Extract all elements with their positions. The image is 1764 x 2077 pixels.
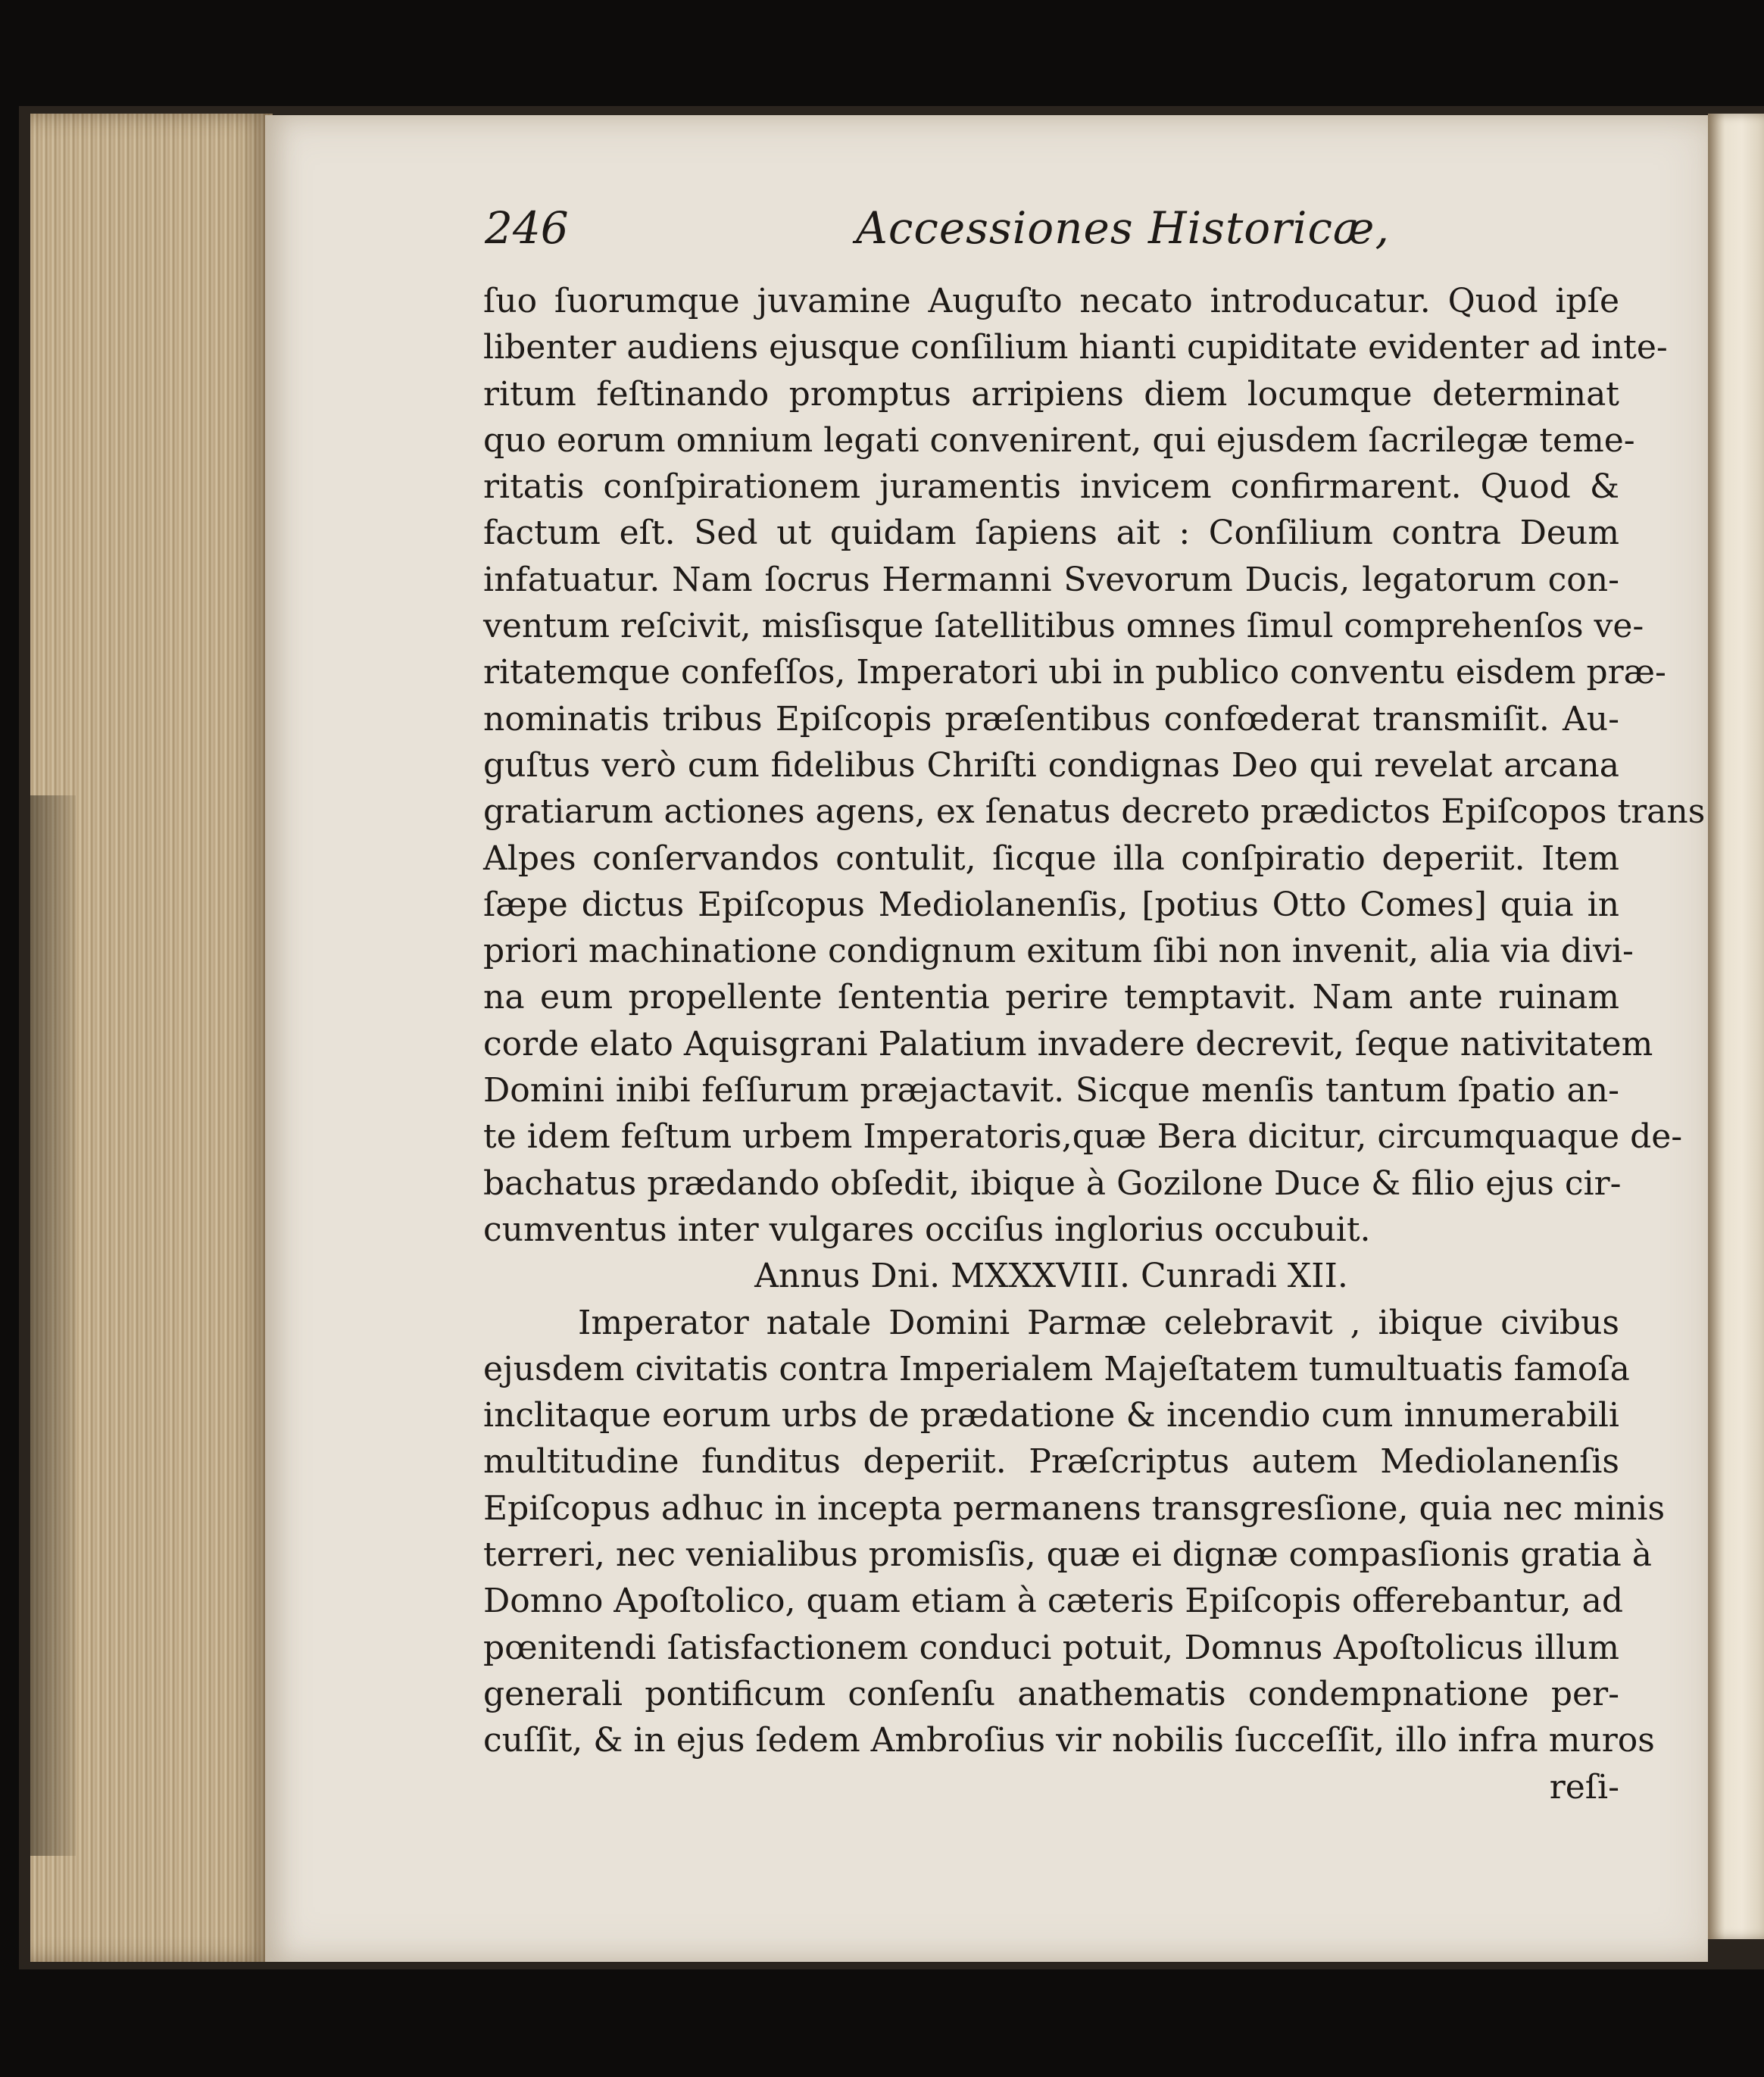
text-line: ventum reſcivit, misſisque ſatellitibus omnes ſimul comprehenſos ve- — [483, 607, 1644, 646]
year-heading: Annus Dni. MXXXVIII. Cunradi XII. — [754, 1257, 1348, 1296]
edge-stain — [30, 795, 76, 1856]
text-line: libenter audiens ejusque conſilium hianti cupiditate evidenter ad inte- — [483, 328, 1668, 367]
text-line: Imperator natale Domini Parmæ celebravit , ibique civibus — [578, 1303, 1619, 1342]
page-number: 246 — [485, 202, 569, 254]
text-line: gratiarum actiones agens, ex ſenatus decreto prædictos Epiſcopos trans — [483, 792, 1706, 832]
text-line: Domno Apoſtolico, quam etiam à cæteris Epiſcopis offerebantur, ad — [483, 1582, 1624, 1621]
text-line: cuſſit, & in ejus ſedem Ambroſius vir nobilis ſucceſſit, illo infra muros — [483, 1721, 1655, 1760]
text-line: terreri, nec venialibus promisſis, quæ ei dignæ compasſionis gratia à — [483, 1535, 1652, 1575]
text-line: bachatus prædando obſedit, ibique à Gozilone Duce & filio ejus cir- — [483, 1163, 1622, 1203]
text-line: generali pontificum conſenſu anathematis condempnatione per- — [483, 1674, 1619, 1713]
facing-page-edge — [1708, 114, 1764, 1939]
text-line: ſæpe dictus Epiſcopus Mediolanenſis, [potius Otto Comes] quia in — [483, 885, 1619, 924]
body-text — [483, 278, 1706, 1810]
text-line: te idem feſtum urbem Imperatoris,quæ Bera dicitur, circumquaque de- — [483, 1117, 1683, 1157]
text-line: ſuo ſuorumque juvamine Auguſto necato introducatur. Quod ipſe — [483, 282, 1619, 320]
catchword: reſi- — [1549, 1767, 1619, 1807]
text-line: inclitaque eorum urbs de prædatione & incendio cum innumerabili — [483, 1396, 1619, 1435]
text-line: nominatis tribus Epiſcopis præſentibus confœderat transmiſit. Au- — [483, 699, 1619, 739]
running-title: Accessiones Historicæ, — [856, 202, 1390, 254]
running-head — [265, 202, 1708, 278]
text-line: ejusdem civitatis contra Imperialem Majeſtatem tumultuatis famoſa — [483, 1349, 1630, 1388]
text-line: cumventus inter vulgares occiſus inglorius occubuit. — [483, 1210, 1371, 1249]
text-line: ritatis conſpirationem juramentis invicem confirmarent. Quod & — [483, 467, 1619, 507]
text-line: na eum propellente ſententia perire temptavit. Nam ante ruinam — [483, 978, 1619, 1017]
text-line: factum eſt. Sed ut quidam ſapiens ait : Conſilium contra Deum — [483, 514, 1619, 553]
text-line: multitudine funditus deperiit. Præſcriptus autem Mediolanenſis — [483, 1442, 1619, 1482]
text-line: Alpes conſervandos contulit, ſicque illa conſpiratio deperiit. Item — [483, 839, 1619, 878]
text-line: corde elato Aquisgrani Palatium invadere decrevit, ſeque nativitatem — [483, 1024, 1653, 1063]
text-line: quo eorum omnium legati convenirent, qui ejusdem ſacrilegæ teme- — [483, 420, 1635, 460]
book-page — [265, 115, 1708, 1962]
text-line: ritum feſtinando promptus arripiens diem locumque determinat — [483, 374, 1619, 414]
text-line: guſtus verò cum fidelibus Chriſti condignas Deo qui revelat arcana — [483, 745, 1619, 785]
text-line: infatuatur. Nam ſocrus Hermanni Svevorum Ducis, legatorum con- — [483, 560, 1619, 599]
text-line: pœnitendi ſatisfactionem conduci potuit, Domnus Apoſtolicus illum — [483, 1628, 1619, 1667]
text-line: priori machinatione condignum exitum ſibi non invenit, alia via divi- — [483, 932, 1634, 971]
text-line: ritatemque confeſſos, Imperatori ubi in publico conventu eisdem præ- — [483, 653, 1666, 692]
text-line: Domini inibi feſſurum præjactavit. Sicque menſis tantum ſpatio an- — [483, 1071, 1619, 1110]
text-line: Epiſcopus adhuc in incepta permanens transgresſione, quia nec minis — [483, 1488, 1666, 1528]
